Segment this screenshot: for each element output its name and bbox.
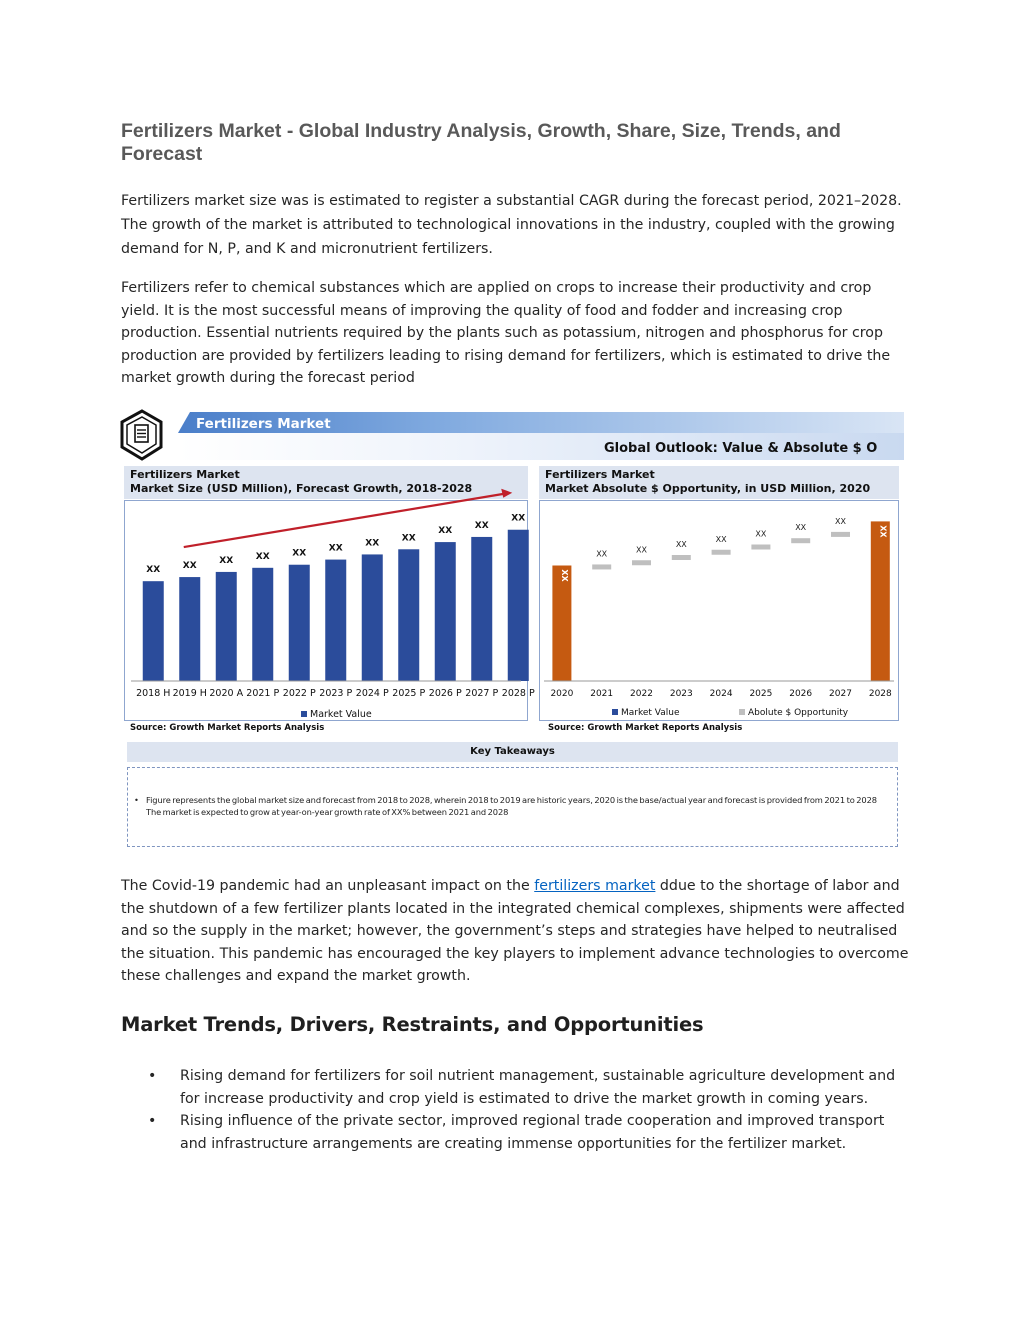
- trends-bullet-list: [140, 1065, 910, 1155]
- bar-data-label: XX: [795, 523, 807, 533]
- market-value-bar: [508, 530, 529, 681]
- x-tick-label: 2023: [669, 689, 693, 699]
- bar-data-label: XX: [755, 529, 767, 539]
- bar-data-label: XX: [636, 545, 647, 555]
- bar-data-label: XX: [715, 534, 727, 544]
- bar-data-label: XX: [438, 526, 453, 537]
- fertilizers-market-link[interactable]: fertilizers market: [534, 878, 656, 894]
- x-tick-label: 2020 A: [209, 688, 244, 699]
- x-tick-label: 2026 P: [428, 688, 462, 699]
- legend-swatch-market-value: [612, 709, 618, 715]
- bar-data-label: XX: [559, 569, 569, 582]
- market-value-bar: [398, 549, 419, 681]
- x-tick-label: 2028: [868, 689, 892, 699]
- legend-opportunity: Abolute $ Opportunity: [748, 708, 849, 718]
- opportunity-step: [831, 532, 850, 537]
- bar-data-label: XX: [596, 549, 608, 559]
- key-takeaways-list: [134, 794, 894, 818]
- opportunity-step: [672, 555, 691, 560]
- legend-market-value: Market Value: [621, 708, 680, 718]
- left-panel-title: Fertilizers Market: [130, 468, 240, 481]
- section-heading: Market Trends, Drivers, Restraints, and Opportunities: [121, 1013, 704, 1036]
- bar-data-label: XX: [292, 548, 307, 559]
- x-tick-label: 2024 P: [355, 688, 389, 699]
- x-tick-label: 2021: [590, 689, 614, 699]
- bar-data-label: XX: [401, 533, 416, 544]
- right-panel-header: [539, 466, 899, 499]
- x-tick-label: 2024: [709, 689, 733, 699]
- legend-swatch-opportunity: [739, 709, 745, 715]
- bar-data-label: XX: [878, 525, 888, 538]
- intro-paragraph: Fertilizers market size was is estimated to register a substantial CAGR during the forecast period, 2021–2028. The growth of the market is attributed to technological innovations in the industry, coupled with the growing demand for N, P, and K and micronutrient fertilizers.: [121, 193, 902, 257]
- x-tick-label: 2026: [789, 689, 813, 699]
- market-size-chart-panel: [124, 500, 535, 721]
- market-value-bar: [325, 560, 346, 681]
- x-tick-label: 2020: [550, 689, 574, 699]
- x-tick-label: 2025 P: [392, 688, 426, 699]
- legend-swatch-market-value: [301, 711, 307, 717]
- market-value-bar: [179, 577, 200, 681]
- x-tick-label: 2025: [749, 689, 773, 699]
- left-panel-subtitle: Market Size (USD Million), Forecast Growth, 2018-2028: [130, 482, 473, 495]
- right-source-note: Source: Growth Market Reports Analysis: [548, 723, 743, 733]
- x-tick-label: 2027 P: [465, 688, 499, 699]
- opportunity-step: [592, 564, 611, 569]
- market-value-bar: [362, 554, 383, 681]
- x-tick-label: 2022: [630, 689, 653, 699]
- key-takeaways-title: Key Takeaways: [127, 742, 898, 762]
- definition-paragraph: Fertilizers refer to chemical substances which are applied on crops to increase their productivity and crop yield. It is the most successful means of improving the quality of food and fodder and increasing crop production. Essential nutrients required by the plants such as potassium, nitrogen and phosphorus for crop production are provided by fertilizers leading to rising demand for fertilizers, which is estimated to drive the market growth during the forecast period: [121, 280, 891, 386]
- key-takeaways-box: [127, 767, 898, 847]
- absolute-opportunity-chart: [540, 501, 898, 720]
- covid-paragraph: [121, 875, 911, 988]
- banner-title: Fertilizers Market: [196, 416, 331, 432]
- bar-data-label: XX: [365, 538, 380, 549]
- market-value-bar: [435, 542, 456, 681]
- market-infographic: [118, 408, 904, 854]
- legend-market-value: Market Value: [310, 709, 372, 720]
- bullet-text: Rising demand for fertilizers for soil nutrient management, sustainable agriculture development and for increase productivity and crop yield is estimated to drive the market growth in coming years.: [180, 1068, 896, 1107]
- x-tick-label: 2027: [829, 689, 852, 699]
- opportunity-step: [712, 550, 731, 555]
- left-source-note: Source: Growth Market Reports Analysis: [130, 723, 325, 733]
- bar-data-label: XX: [182, 561, 197, 572]
- page-title: Fertilizers Market - Global Industry Analysis, Growth, Share, Size, Trends, and Forecast: [121, 120, 841, 165]
- x-tick-label: 2023 P: [319, 688, 353, 699]
- key-takeaway-line-2: The market is expected to grow at year-on-year growth rate of XX% between 2021 and 2028: [146, 807, 509, 817]
- x-tick-label: 2018 H: [136, 688, 171, 699]
- x-tick-label: 2019 H: [172, 688, 207, 699]
- market-size-chart: [125, 501, 535, 720]
- x-tick-label: 2028 P: [501, 688, 535, 699]
- bar-data-label: XX: [255, 551, 270, 562]
- x-tick-label: 2022 P: [282, 688, 316, 699]
- opportunity-step: [791, 538, 810, 543]
- covid-text-end: ddue to the shortage of labor and the shutdown of a few fertilizer plants located in the integrated chemical complexes, shipments were affected and so the supply in the market; however, the government’s steps and strategies have helped to neutralised the situation. This pandemic has encouraged the key players to implement advance technologies to overcome these challenges and expand the market growth.: [121, 878, 909, 984]
- covid-text-start: The Covid-19 pandemic had an unpleasant impact on the: [121, 878, 535, 894]
- market-value-bar: [143, 581, 164, 681]
- bar-data-label: XX: [146, 565, 161, 576]
- growth-arrow-line: [184, 494, 505, 547]
- banner-subtitle: Global Outlook: Value & Absolute $ O: [604, 441, 878, 456]
- list-item: [140, 1110, 910, 1155]
- opportunity-step: [751, 545, 770, 550]
- right-panel-title: Fertilizers Market: [545, 468, 655, 481]
- market-value-bar: [289, 565, 310, 681]
- bullet-icon: •: [148, 1068, 157, 1084]
- bullet-text: Rising influence of the private sector, improved regional trade cooperation and improved transport and infrastructure arrangements are creating immense opportunities for the fertilizer market.: [180, 1113, 885, 1152]
- infographic-banner: [118, 408, 904, 468]
- bar-data-label: XX: [835, 516, 846, 526]
- document-icon: [122, 411, 161, 459]
- bar-data-label: XX: [511, 513, 526, 524]
- bar-data-label: XX: [675, 540, 687, 549]
- x-tick-label: 2021 P: [246, 688, 280, 699]
- list-item: [140, 1065, 910, 1110]
- right-panel-subtitle: Market Absolute $ Opportunity, in USD Million, 2020: [545, 482, 871, 495]
- market-value-bar: [871, 521, 890, 681]
- bar-data-label: XX: [328, 543, 343, 554]
- market-value-bar: [252, 568, 273, 681]
- absolute-opportunity-chart-panel: [539, 500, 899, 721]
- opportunity-step: [632, 560, 651, 565]
- bar-data-label: XX: [219, 555, 234, 566]
- bar-data-label: XX: [474, 520, 489, 531]
- market-value-bar: [552, 566, 571, 682]
- market-value-bar: [216, 572, 237, 681]
- market-value-bar: [471, 537, 492, 681]
- bullet-icon: •: [148, 1113, 157, 1129]
- key-takeaways-bullet: •: [134, 795, 139, 805]
- left-panel-header: [124, 466, 528, 499]
- key-takeaway-line-1: Figure represents the global market size and forecast from 2018 to 2028, wherein 2018 to 2019 are historic years, 2020 is the base/actual year and forecast is provided from 2021 to 2028: [146, 795, 877, 805]
